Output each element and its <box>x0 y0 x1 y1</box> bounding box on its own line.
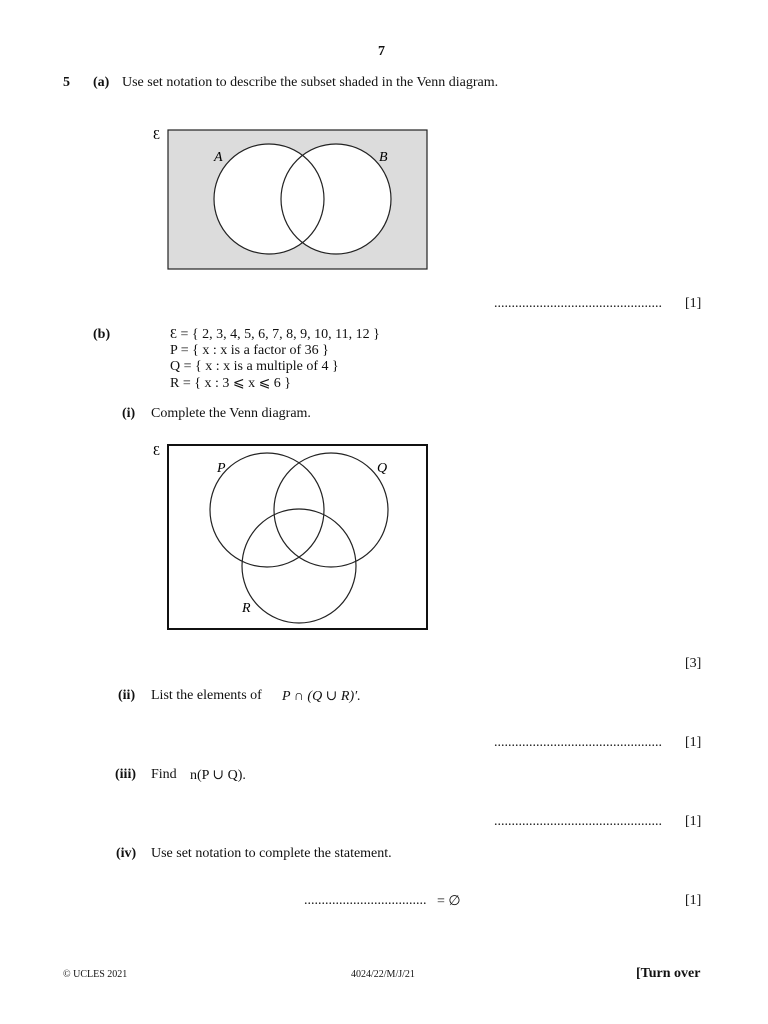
venn-diagram-b[interactable] <box>145 438 435 634</box>
part-b-iii-label: (iii) <box>115 767 136 782</box>
part-a-label: (a) <box>93 75 110 90</box>
marks-a: [1] <box>685 296 702 311</box>
answer-line-b-iv[interactable]: ................................... <box>304 893 427 908</box>
universal-set-box <box>168 445 427 629</box>
part-b-ii-expression: P ∩ (Q ∪ R)′. <box>282 689 361 704</box>
question-number: 5 <box>63 75 70 90</box>
part-b-ii-label: (ii) <box>118 688 136 703</box>
footer-turn-over: [Turn over <box>636 966 701 981</box>
part-b-ii-text: List the elements of <box>151 688 262 703</box>
part-b-iv-text: Use set notation to complete the statement. <box>151 846 392 861</box>
definition-q: Q = { x : x is a multiple of 4 } <box>170 359 339 374</box>
part-b-iii-expression: n(P ∪ Q). <box>190 768 246 783</box>
marks-b-ii: [1] <box>685 735 702 750</box>
answer-line-b-ii[interactable]: ................................................ <box>494 735 662 750</box>
label-p: P <box>217 461 226 476</box>
definition-universal: Ɛ = { 2, 3, 4, 5, 6, 7, 8, 9, 10, 11, 12 } <box>170 327 380 342</box>
marks-b-i: [3] <box>685 656 702 671</box>
part-b-i-text: Complete the Venn diagram. <box>151 406 311 421</box>
part-b-iv-label: (iv) <box>116 846 137 861</box>
footer-paper-code: 4024/22/M/J/21 <box>351 969 415 980</box>
definition-p: P = { x : x is a factor of 36 } <box>170 343 329 358</box>
part-b-iii-text: Find <box>151 767 177 782</box>
label-b: B <box>379 150 388 165</box>
answer-line-a[interactable]: ................................................ <box>494 296 662 311</box>
universal-symbol: Ɛ <box>153 128 161 143</box>
label-a: A <box>214 150 223 165</box>
page-number: 7 <box>378 44 385 59</box>
universal-symbol: Ɛ <box>153 444 161 459</box>
label-r: R <box>242 601 251 616</box>
answer-line-b-iii[interactable]: ................................................ <box>494 814 662 829</box>
venn-diagram-a <box>145 122 435 277</box>
marks-b-iv: [1] <box>685 893 702 908</box>
part-b-label: (b) <box>93 327 111 342</box>
part-b-i-label: (i) <box>122 406 136 421</box>
definition-r: R = { x : 3 ⩽ x ⩽ 6 } <box>170 376 292 391</box>
part-a-text: Use set notation to describe the subset shaded in the Venn diagram. <box>122 75 499 90</box>
label-q: Q <box>377 461 388 476</box>
empty-set-equals: = ∅ <box>437 894 461 909</box>
marks-b-iii: [1] <box>685 814 702 829</box>
footer-copyright: © UCLES 2021 <box>63 969 128 980</box>
